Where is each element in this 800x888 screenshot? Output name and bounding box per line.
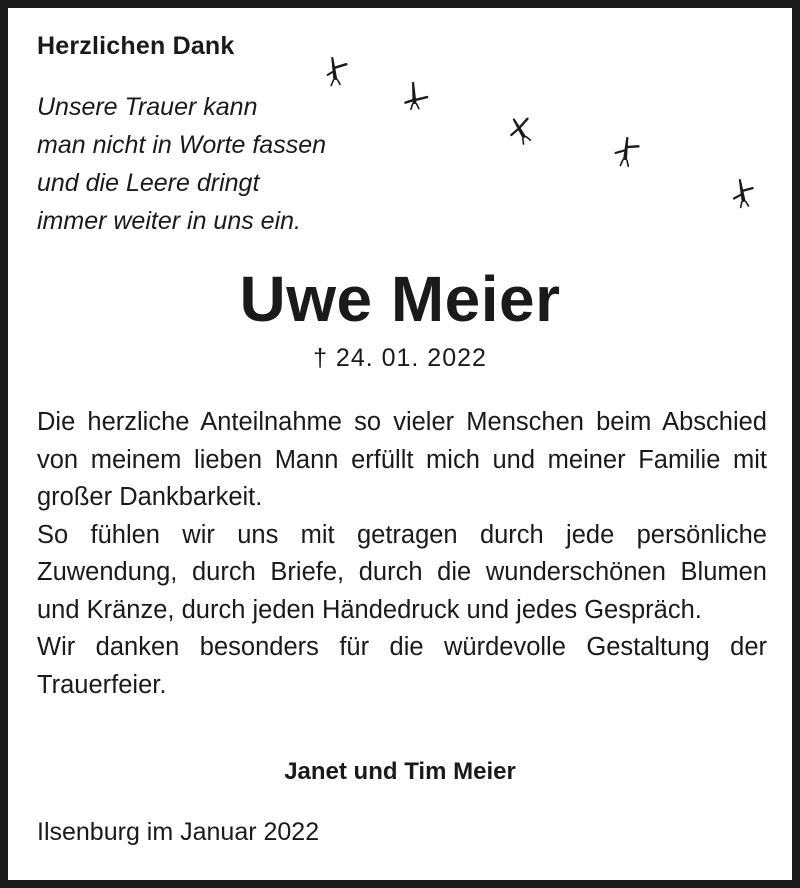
bird-icon — [614, 136, 639, 167]
poem-line: Unsere Trauer kann — [37, 93, 258, 121]
notice-heading: Herzlichen Dank — [37, 32, 235, 60]
death-date: † 24. 01. 2022 — [313, 344, 487, 372]
birds-decoration — [8, 8, 792, 248]
poem-line: man nicht in Worte fassen — [37, 131, 327, 159]
thank-you-text — [37, 404, 767, 704]
bird-icon — [404, 81, 428, 109]
poem-line: und die Leere dringt — [37, 169, 260, 197]
paragraph: Die herzliche Anteilnahme so vieler Menschen beim Abschied von meinem lieben Mann erfüllt mich und meiner Familie mit großer Dankbarkeit. — [37, 408, 767, 511]
obituary-notice — [8, 8, 792, 880]
poem-line: immer weiter in uns ein. — [37, 207, 301, 235]
place-and-date: Ilsenburg im Januar 2022 — [37, 818, 320, 846]
deceased-name: Uwe Meier — [239, 263, 561, 335]
bird-icon — [731, 177, 756, 208]
paragraph: So fühlen wir uns mit getragen durch jede persönliche Zuwendung, durch Briefe, durch die wunderschönen Blumen und Kränze, durch jeden Händedruck und jedes Gespräch. — [37, 520, 767, 624]
paragraph: Wir danken besonders für die würdevolle Gestaltung der Trauerfeier. — [37, 633, 767, 699]
bird-icon — [505, 113, 538, 147]
signature: Janet und Tim Meier — [284, 758, 516, 785]
bird-icon — [325, 55, 349, 86]
